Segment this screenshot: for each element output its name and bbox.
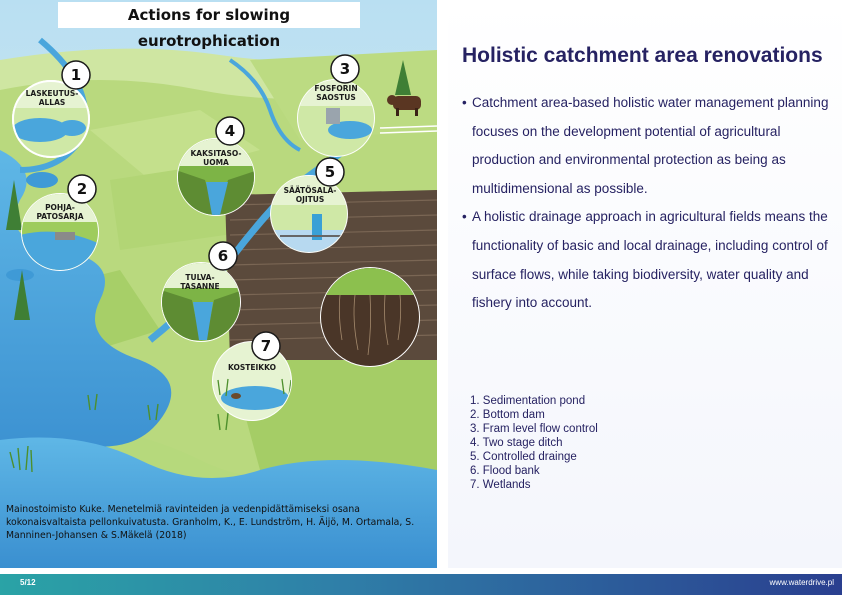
zone-label-5: SÄÄTÖSALA- OJITUS: [283, 186, 337, 204]
list-item: 1. Sedimentation pond: [470, 395, 586, 407]
zone-label-6: TULVA- TASANNE: [180, 273, 220, 291]
zone-num-6: 6: [217, 247, 229, 265]
zone-num-2: 2: [76, 180, 88, 198]
map-title: Actions for slowing eurotrophication: [58, 2, 360, 28]
zone-num-3: 3: [339, 60, 351, 78]
list-item: 2. Bottom dam: [470, 409, 545, 421]
website-link[interactable]: www.waterdrive.pl: [769, 578, 834, 587]
list-item: 6. Flood bank: [470, 465, 540, 477]
bullet-item: • Catchment area-based holistic water management planning focuses on the development potential of agricultural production and environmental protection as being as multidimensional as possible.: [462, 89, 832, 203]
zone-label-4: KAKSITASO- UOMA: [190, 149, 242, 167]
zone-label-7: KOSTEIKKO: [228, 363, 276, 372]
list-item: 3. Fram level flow control: [470, 423, 598, 435]
catchment-illustration: [0, 0, 437, 568]
text-panel: [448, 0, 842, 568]
zone-label-3: FOSFORIN SAOSTUS: [314, 84, 358, 102]
zone-label-1: LASKEUTUS- ALLAS: [25, 89, 79, 107]
image-citation: Mainostoimisto Kuke. Menetelmiä ravinteiden ja vedenpidättämiseksi osana kokonaisvaltaista pellonkuivatusta. Granholm, K., E. Lundström, H. Äijö, M. Ortamala, S. Manninen-Johansen & S.Mäkelä (2018): [6, 504, 415, 541]
bullet-item: • A holistic drainage approach in agricultural fields means the functionality of basic and local drainage, including control of surface flows, while taking biodiversity, water quality and fishery into account.: [462, 203, 832, 317]
zone-label-2: POHJA- PATOSARJA: [36, 203, 84, 221]
list-item: 4. Two stage ditch: [470, 437, 563, 449]
zone-num-7: 7: [260, 337, 272, 355]
page-number: 5/12: [20, 578, 36, 587]
bullet-marker: •: [462, 95, 467, 110]
measures-list: [470, 394, 598, 492]
slide-heading: Holistic catchment area renovations: [462, 44, 823, 67]
list-item: 7. Wetlands: [470, 479, 531, 491]
zone-num-4: 4: [224, 122, 236, 140]
bullet-list: [462, 89, 832, 318]
zone-num-1: 1: [70, 66, 82, 84]
list-item: 5. Controlled drainge: [470, 451, 577, 463]
bullet-marker: •: [462, 209, 467, 225]
footer-bar: [0, 574, 842, 595]
zone-num-5: 5: [324, 163, 336, 181]
